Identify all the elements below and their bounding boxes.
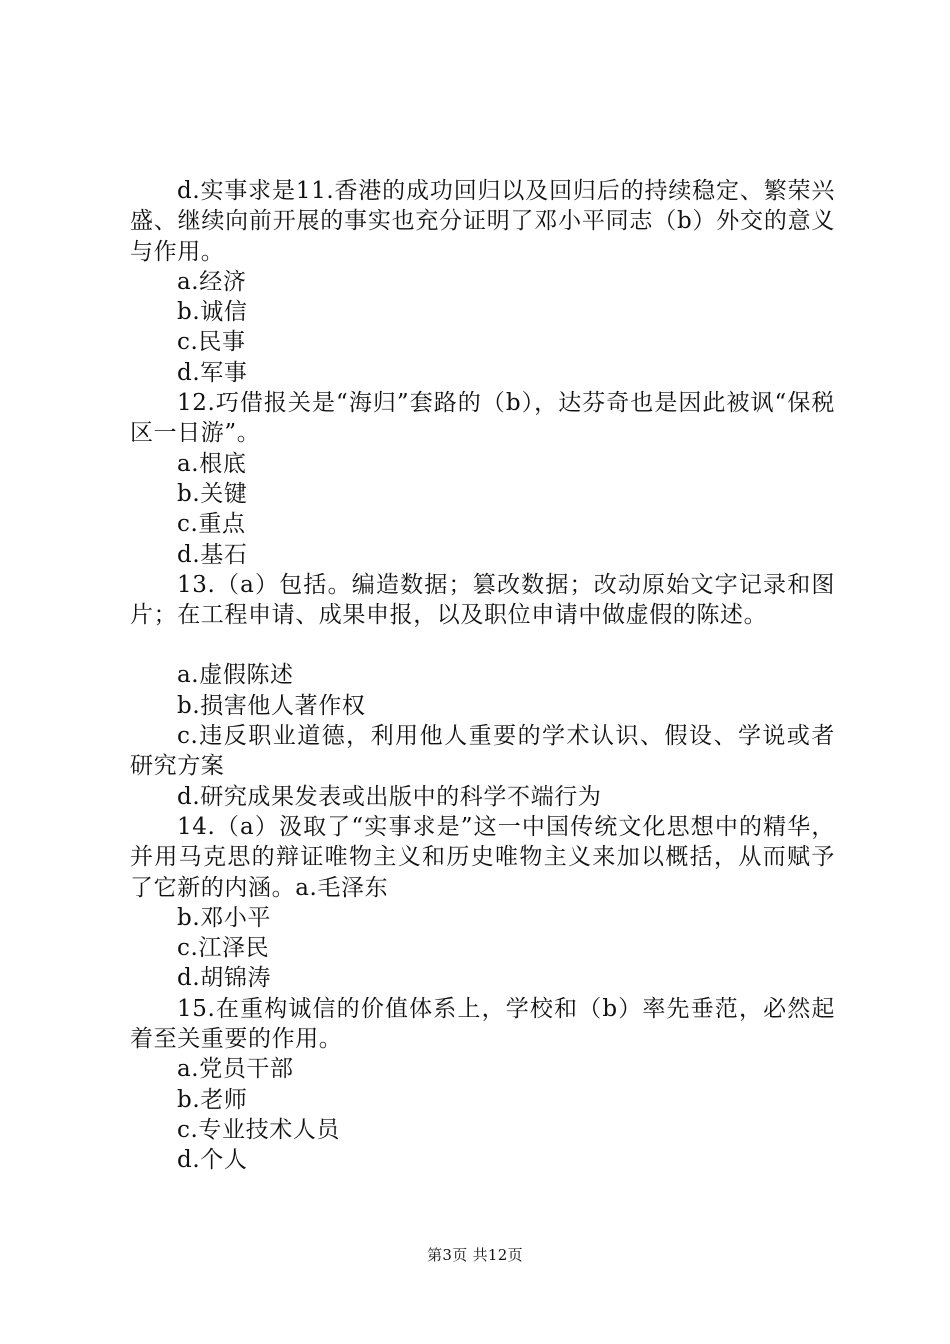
option-paragraph: a.虚假陈述 — [177, 662, 294, 689]
question-paragraph: 12.巧借报关是“海归”套路的（b），达芬奇也是因此被讽“保税区一日游”。 — [130, 390, 835, 447]
document-body — [130, 176, 835, 1176]
option-paragraph: a.根底 — [177, 450, 247, 477]
option-paragraph: d.胡锦涛 — [177, 965, 272, 992]
page-number-footer: 第3页 共12页 — [427, 1246, 523, 1264]
option-paragraph: d.研究成果发表或出版中的科学不端行为 — [177, 783, 602, 810]
option-paragraph: b.诚信 — [177, 299, 248, 326]
option-paragraph: c.专业技术人员 — [177, 1116, 340, 1143]
question-paragraph: 13.（a）包括。编造数据；篡改数据；改动原始文字记录和图片；在工程申请、成果申报，以及职位申请中做虚假的陈述。 — [130, 571, 835, 629]
option-paragraph: a.经济 — [177, 268, 247, 295]
option-paragraph: d.个人 — [177, 1147, 248, 1174]
option-paragraph: b.关键 — [177, 480, 248, 507]
option-paragraph: c.重点 — [177, 511, 246, 538]
option-paragraph: a.党员干部 — [177, 1056, 294, 1083]
option-paragraph: b.老师 — [177, 1086, 248, 1113]
option-paragraph: c.江泽民 — [177, 935, 270, 962]
option-paragraph: c.民事 — [177, 329, 246, 356]
paragraph-q11-continued: d.实事求是11.香港的成功回归以及回归后的持续稳定、繁荣兴盛、继续向前开展的事实也充分证明了邓小平同志（b）外交的意义与作用。 — [130, 178, 835, 265]
option-paragraph: d.基石 — [177, 541, 248, 568]
option-paragraph: b.邓小平 — [177, 904, 272, 931]
option-paragraph: c.违反职业道德，利用他人重要的学术认识、假设、学说或者研究方案 — [130, 723, 835, 780]
option-paragraph: b.损害他人著作权 — [177, 692, 366, 719]
question-paragraph: 15.在重构诚信的价值体系上，学校和（b）率先垂范，必然起着至关重要的作用。 — [130, 995, 835, 1053]
question-paragraph: 14.（a）汲取了“实事求是”这一中国传统文化思想中的精华，并用马克思的辩证唯物主义和历史唯物主义来加以概括，从而赋予了它新的内涵。a.毛泽东 — [130, 813, 835, 901]
option-paragraph: d.军事 — [177, 359, 248, 386]
